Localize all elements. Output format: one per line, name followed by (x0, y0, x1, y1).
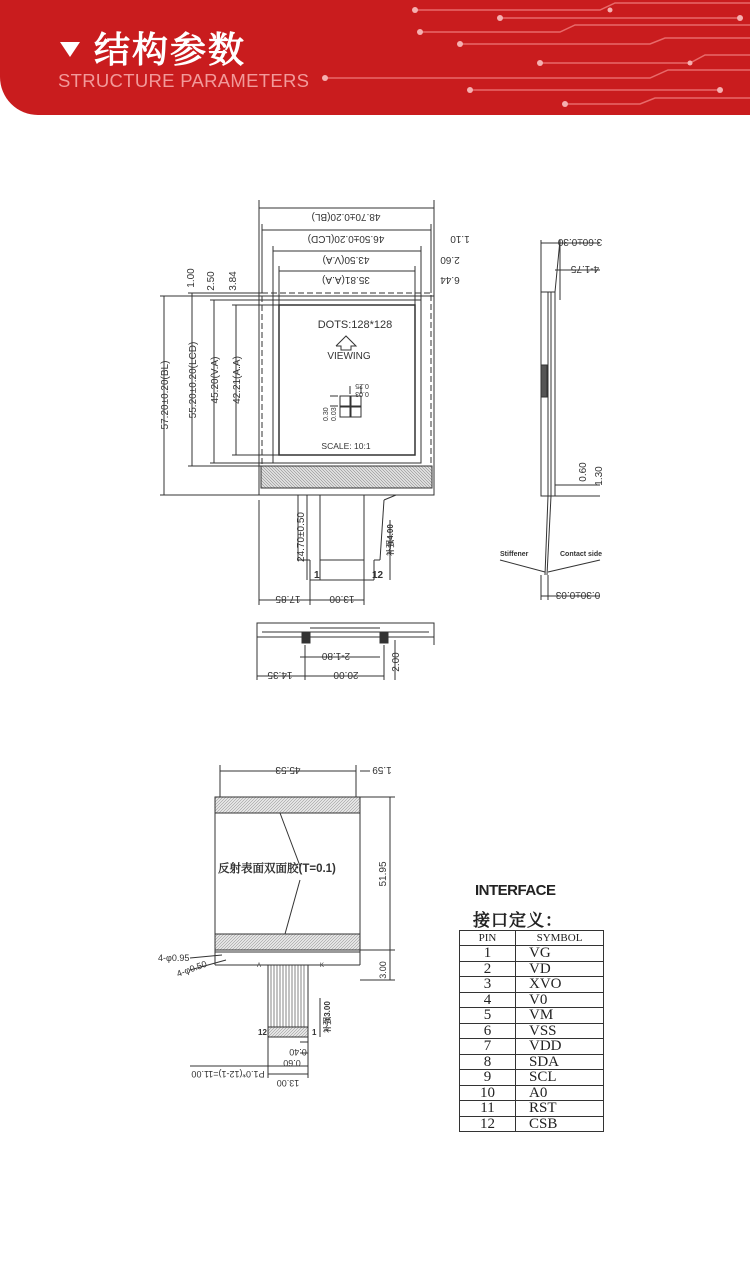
bottom-dim-1: 2-1.80 (321, 650, 351, 661)
dim-bl-height: 57.20±0.20(BL) (160, 360, 171, 430)
pin-symbol: VDD (516, 1039, 604, 1055)
contact-side-label: Contact side (560, 551, 603, 558)
interface-title-cn: 接口定义： (473, 911, 563, 930)
pin-first-label: 1 (314, 570, 320, 581)
table-row (460, 1008, 604, 1024)
table-row (460, 1054, 604, 1070)
side-dim-1: 3.60±0.30 (557, 236, 603, 247)
pixel-dim-3: 0.30 (323, 407, 330, 421)
table-row (460, 977, 604, 993)
pin-number: 2 (460, 961, 516, 977)
dim-left-small-2: 2.50 (206, 271, 217, 291)
back-bottom-dim: 3.00 (378, 961, 388, 979)
pin-symbol: VSS (516, 1023, 604, 1039)
hole-dim-1: 4-φ0.95 (158, 953, 190, 963)
pin-number: 1 (460, 946, 516, 962)
table-row (460, 961, 604, 977)
pin-last-label: 12 (372, 570, 384, 581)
fpc-length-dim: 24.70±0.50 (296, 512, 307, 562)
pin-symbol: CSB (516, 1116, 604, 1132)
side-dim-2: 4-1.75 (570, 263, 600, 274)
dim-left-small-3: 3.84 (228, 271, 239, 291)
interface-title: INTERFACE (475, 882, 556, 899)
pin-number: 10 (460, 1085, 516, 1101)
back-dim-width: 45.53 (275, 764, 301, 775)
bottom-dim-2: 2.00 (391, 652, 402, 672)
dim-va-height: 45.20(V.A) (210, 356, 221, 404)
pin-symbol: VM (516, 1008, 604, 1024)
pixel-dim-1: 0.25 (355, 382, 369, 389)
pin-symbol: SCL (516, 1070, 604, 1086)
pin-symbol: A0 (516, 1085, 604, 1101)
dim-bl-width: 48.70±0.20(BL) (311, 211, 381, 222)
dim-aa-width: 35.81(A.A) (322, 274, 370, 285)
pitch-dim-2: 0.60 (283, 1058, 301, 1068)
hole-dim-2: 4-φ0.50 (175, 958, 209, 979)
side-dim-3: 0.60 (578, 462, 589, 482)
table-row (460, 1101, 604, 1117)
back-fpc-note: 补强3.00 (323, 1001, 332, 1033)
dim-left-small-1: 1.00 (186, 268, 197, 288)
dim-lcd-width: 46.50±0.20(LCD) (307, 233, 385, 244)
dim-bottom-2: 13.00 (329, 593, 355, 604)
pitch-dim-1: 0.40 (289, 1047, 307, 1057)
tape-label: 反射表面双面胶(T=0.1) (218, 863, 336, 875)
pixel-dim-4: 0.03 (331, 407, 338, 421)
pixel-dim-2: 0.03 (355, 390, 369, 397)
section-subtitle: STRUCTURE PARAMETERS (58, 70, 310, 91)
pin-symbol: V0 (516, 992, 604, 1008)
section-title: 结构参数 (94, 29, 247, 70)
pin-number: 5 (460, 1008, 516, 1024)
dim-right-2: 2.60 (440, 254, 460, 265)
dim-bottom-1: 17.85 (275, 593, 301, 604)
pin-number: 7 (460, 1039, 516, 1055)
back-pin-first: 12 (258, 1028, 267, 1037)
mark-a: A (257, 963, 262, 969)
viewing-label: VIEWING (327, 351, 371, 362)
table-row (460, 992, 604, 1008)
pin-number: 6 (460, 1023, 516, 1039)
pin-number: 3 (460, 977, 516, 993)
back-pin-last: 1 (312, 1028, 317, 1037)
back-dim-offset: 1.59 (372, 764, 392, 775)
scale-label: SCALE: 10:1 (321, 441, 371, 451)
pin-number: 12 (460, 1116, 516, 1132)
dim-aa-height: 42.21(A.A) (232, 356, 243, 404)
pin-symbol: VG (516, 946, 604, 962)
dim-right-1: 1.10 (450, 233, 470, 244)
mark-k: K (320, 963, 325, 969)
pin-symbol: XVO (516, 977, 604, 993)
pitch-dim-3: P1.0*(12-1)=11.00 (191, 1069, 265, 1079)
pin-header: PIN (460, 931, 516, 946)
pin-number: 11 (460, 1101, 516, 1117)
dots-label: DOTS:128*128 (317, 319, 393, 331)
pin-symbol: SDA (516, 1054, 604, 1070)
dim-va-width: 43.50(V.A) (322, 254, 370, 265)
pin-number: 8 (460, 1054, 516, 1070)
pin-symbol: VD (516, 961, 604, 977)
symbol-header: SYMBOL (516, 931, 604, 946)
pin-symbol: RST (516, 1101, 604, 1117)
pin-number: 4 (460, 992, 516, 1008)
fpc-stiffener-note: 补强4.00 (386, 524, 395, 556)
pitch-dim-4: 13.00 (276, 1078, 300, 1088)
side-dim-5: 0.30±0.03 (555, 589, 601, 600)
stiffener-label: Stiffener (500, 551, 529, 558)
table-row (460, 1116, 604, 1132)
table-row (460, 1070, 604, 1086)
dim-lcd-height: 55.20±0.20(LCD) (188, 341, 199, 419)
back-dim-height: 51.95 (378, 861, 389, 887)
table-row (460, 1023, 604, 1039)
table-row (460, 946, 604, 962)
side-dim-4: 1.30 (594, 466, 605, 486)
dim-right-3: 6.44 (440, 274, 460, 285)
pin-number: 9 (460, 1070, 516, 1086)
table-row (460, 1085, 604, 1101)
table-row (460, 1039, 604, 1055)
bottom-dim-4: 20.00 (333, 669, 359, 680)
bottom-dim-3: 14.35 (267, 669, 293, 680)
pin-table (459, 930, 604, 1132)
